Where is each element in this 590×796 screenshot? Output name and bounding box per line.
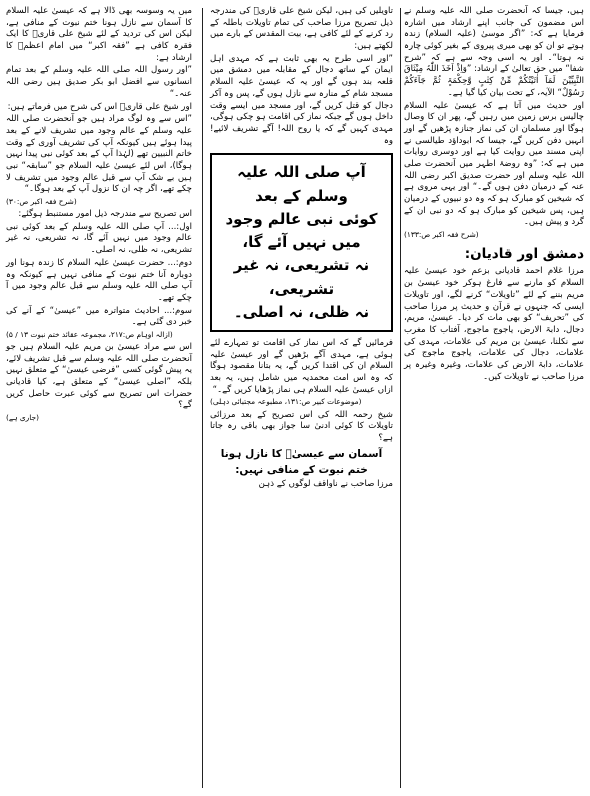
- source-citation: (شرح فقہ اکبر ص:۱۳۳): [404, 230, 479, 240]
- box-line: نہ تشریعی، نہ غیر تشریعی،: [233, 256, 370, 298]
- column-right: [404, 6, 584, 790]
- source-citation: (شرح فقہ اکبر ص:۳۰): [6, 197, 77, 206]
- box-line: نہ ظلی، نہ اصلی۔: [233, 302, 370, 321]
- paragraph: اور حدیث میں آتا ہے کہ عیسیٰ علیہ السلام چالیس برس زمین میں رہیں گے، پھر ان کا وصال ہوگا اور مسلمان ان کی نماز جنازہ پڑھیں گے اور انہیں دفن کریں گے، جیسا کہ ابوداؤد طیالسی نے اپنی مسند میں روایت کیا ہے اور دوسری روایات میں ہے کہ: ”وہ روضۂ اطہر میں آنحضرت صلی اللہ علیہ وسلم اور حضرت صدیق اکبر رضی اللہ عنہ کے درمیان دفن ہوں گے۔“ اور یہی مروی ہے کہ شیخین کو مبارک ہو کہ وہ دو نبیوں کے درمیان ہیں، پس شیخین کو مبارک ہو کہ دو نبی ان کے گرد و پیش ہیں۔: [404, 100, 584, 228]
- paragraph: مرزا غلام احمد قادیانی بزعم خود عیسیٰ علیہ السلام کو مارنے سے فارغ ہوکر خود عیسیٰ بن مریم بننے کے لئے ”تاویلات“ کرنے لگے، اور تاویلات ایسی کہ جنہوں نے قرآن و حدیث پر مرزا صاحب کی ”تحریف“ کو بھی مات کر دیا۔ عیسیٰ، مریم، دجال، دابۃ الارض، یاجوج ماجوج، آفتاب کا مغرب سے نکلنا، عیسیٰ بن مریم کی علامات، مہدی کی علامات، دجال کی علامات، یاجوج ماجوج کی علامات، دابۃ الارض کی علامات، وغیرہ وغیرہ پر مرزا صاحب نے تاویلات کیں۔: [404, 266, 584, 382]
- paragraph: ”اور رسول اللہ صلی اللہ علیہ وسلم کے بعد تمام انسانوں سے افضل ابو بکر صدیق ہیں رضی اللہ عنہ۔“: [6, 65, 192, 99]
- paragraph: ”اور اسی طرح یہ بھی ثابت ہے کہ مہدی اہل ایمان کے ساتھ دجال کے مقابلہ میں دمشق میں قلعہ بند ہوں گے اور یہ کہ عیسیٰ علیہ السلام مسجد شام کے منارہ سے نازل ہوں گے، پس وہ آکر دجال کو قتل کریں گے، اور مسجد میں ایسے وقت داخل ہوں گے جبکہ نماز کی اقامت ہو چکی ہوگی، مہدی کہیں گے کہ یا روح اللہ! آگے تشریف لائیے! وہ: [210, 53, 393, 146]
- column-middle: [210, 6, 393, 790]
- source-citation: (موضوعات کبیر ص:۱۳۱، مطبوعہ مجتبائی دہلی): [210, 397, 362, 407]
- paragraph: تاویلیں کی ہیں، لیکن شیخ علی قاریؒ کی مندرجہ ذیل تصریح مرزا صاحب کی تمام تاویلات باطلہ کے رد کرنے کے لئے کافی ہے، بیت المقدس کے بارے میں لکھتے ہیں:: [210, 6, 393, 52]
- source-citation: (ازالہ اوہام ص:۲۱۷، مجموعہ عقائد ختم نبوت ۱۳ / ۵): [6, 329, 173, 339]
- paragraph: اس سے مراد عیسیٰ بن مریم علیہ السلام ہیں جو آنحضرت صلی اللہ علیہ وسلم سے قبل تشریف لائے، یہ پیش گوئی کسی ”فرضی عیسیٰ“ کے متعلق نہیں بلکہ ”اصلی عیسیٰ“ کے متعلق ہے، کیا قادیانی حضرات اس تصریح سے کوئی عبرت حاصل کریں گے؟: [6, 342, 192, 411]
- paragraph: فرمائیں گے کہ اس نماز کی اقامت تو تمہارے لئے ہوئی ہے، مہدی آگے بڑھیں گے اور عیسیٰ علیہ السلام ان کی اقتدا کریں گے، یہ بتانا مقصود ہوگا کہ وہ اس امت محمدیہ میں شامل ہیں، یہ بعد ازاں عیسیٰ علیہ السلام ہی نماز پڑھایا کریں گے۔“: [210, 338, 393, 395]
- paragraph: شیخ رحمہ اللہ کی اس تصریح کے بعد مرزائی تاویلات کا کوئی ادنیٰ سا جواز بھی باقی رہ جاتا ہے؟: [210, 409, 393, 443]
- column-divider: [400, 8, 401, 788]
- paragraph: اور شیخ علی قاریؒ اس کی شرح میں فرماتے ہیں:: [7, 101, 192, 112]
- box-line: کوئی نبی عالم وجود میں نہیں آئے گا،: [225, 209, 378, 251]
- paragraph: اس تصریح سے مندرجہ ذیل امور مستنبط ہوگئے:: [18, 209, 192, 220]
- subheading: ختم نبوت کے منافی نہیں:: [235, 463, 368, 476]
- section-heading: دمشق اور قادیان:: [464, 246, 584, 263]
- paragraph: میں یہ وسوسہ بھی ڈالا ہے کہ عیسیٰ علیہ السلام کا آسمان سے نازل ہونا ختم نبوت کے منافی ہے، لیکن اس کی تردید کے لئے شیخ علی قاریؒ کا ایک فقرہ کافی ہے ”فقہ اکبر“ میں امام اعظمؒ کا ارشاد ہے:: [6, 6, 192, 63]
- box-line: آپ صلی اللہ علیہ وسلم کے بعد: [237, 163, 366, 205]
- paragraph: دوم:... حضرت عیسیٰ علیہ السلام کا زندہ ہونا اور دوبارہ آنا ختم نبوت کے منافی نہیں ہے کیونکہ وہ آپ صلی اللہ علیہ وسلم سے قبل عالم وجود میں آ چکے تھے۔: [6, 257, 192, 303]
- paragraph: اول:... آپ صلی اللہ علیہ وسلم کے بعد کوئی نبی عالم وجود میں نہیں آئے گا، نہ تشریعی، نہ غیر تشریعی، نہ ظلی، نہ اصلی۔: [6, 221, 192, 256]
- highlight-box: [210, 153, 393, 332]
- continued-note: (جاری ہے): [6, 413, 39, 423]
- paragraph: ہیں، جیسا کہ آنحضرت صلی اللہ علیہ وسلم نے اس مضمون کی جانب اپنے ارشاد میں اشارہ فرمایا ہے کہ: ”اگر موسیٰ (علیہ السلام) زندہ ہوتے تو ان کو بھی میری پیروی کے بغیر کوئی چارہ نہ ہوتا“۔ اور یہ اسی وجہ سے ہے کہ ”شرح شفا“ میں حق تعالیٰ کے ارشاد: ”وَاِذْ اَخَذَ اللّٰہُ مِیْثَاقَ النَّبِیِّیْنَ لَمَآ اٰتَیْتُکُمْ مِّنْ کِتٰبٍ وَّحِکْمَۃٍ ثُمَّ جَآءَکُمْ رَسُوْلٌ“ الآیہ، کے تحت بیان کیا گیا ہے۔: [404, 6, 584, 98]
- paragraph: سوم:... احادیث متواترہ میں ”عیسیٰ“ کے آنے کی خبر دی گئی ہے۔: [6, 305, 192, 328]
- subheading: آسمان سے عیسیٰؑ کا نازل ہونا: [220, 447, 383, 460]
- paragraph: مرزا صاحب نے ناواقف لوگوں کے ذہن: [258, 479, 393, 490]
- column-divider: [202, 8, 203, 788]
- column-left: [6, 6, 192, 790]
- paragraph: ”اس سے وہ لوگ مراد ہیں جو آنحضرت صلی اللہ علیہ وسلم کے عالم وجود میں تشریف لانے کے بعد پیدا ہوئے ہیں کیونکہ آپ کی تشریف آوری کے وقت خاتم النبیین تھے (لہٰذا آپ کے بعد کوئی نبی پیدا نہیں ہوگا)، اس لئے عیسیٰ علیہ السلام جو ”سابقہ“ نبی ہیں بے شک آپ سے قبل عالم وجود میں تشریف لا چکے تھے، اگر چہ ان کا نزول آپ کے بعد ہوگا۔“: [6, 114, 192, 195]
